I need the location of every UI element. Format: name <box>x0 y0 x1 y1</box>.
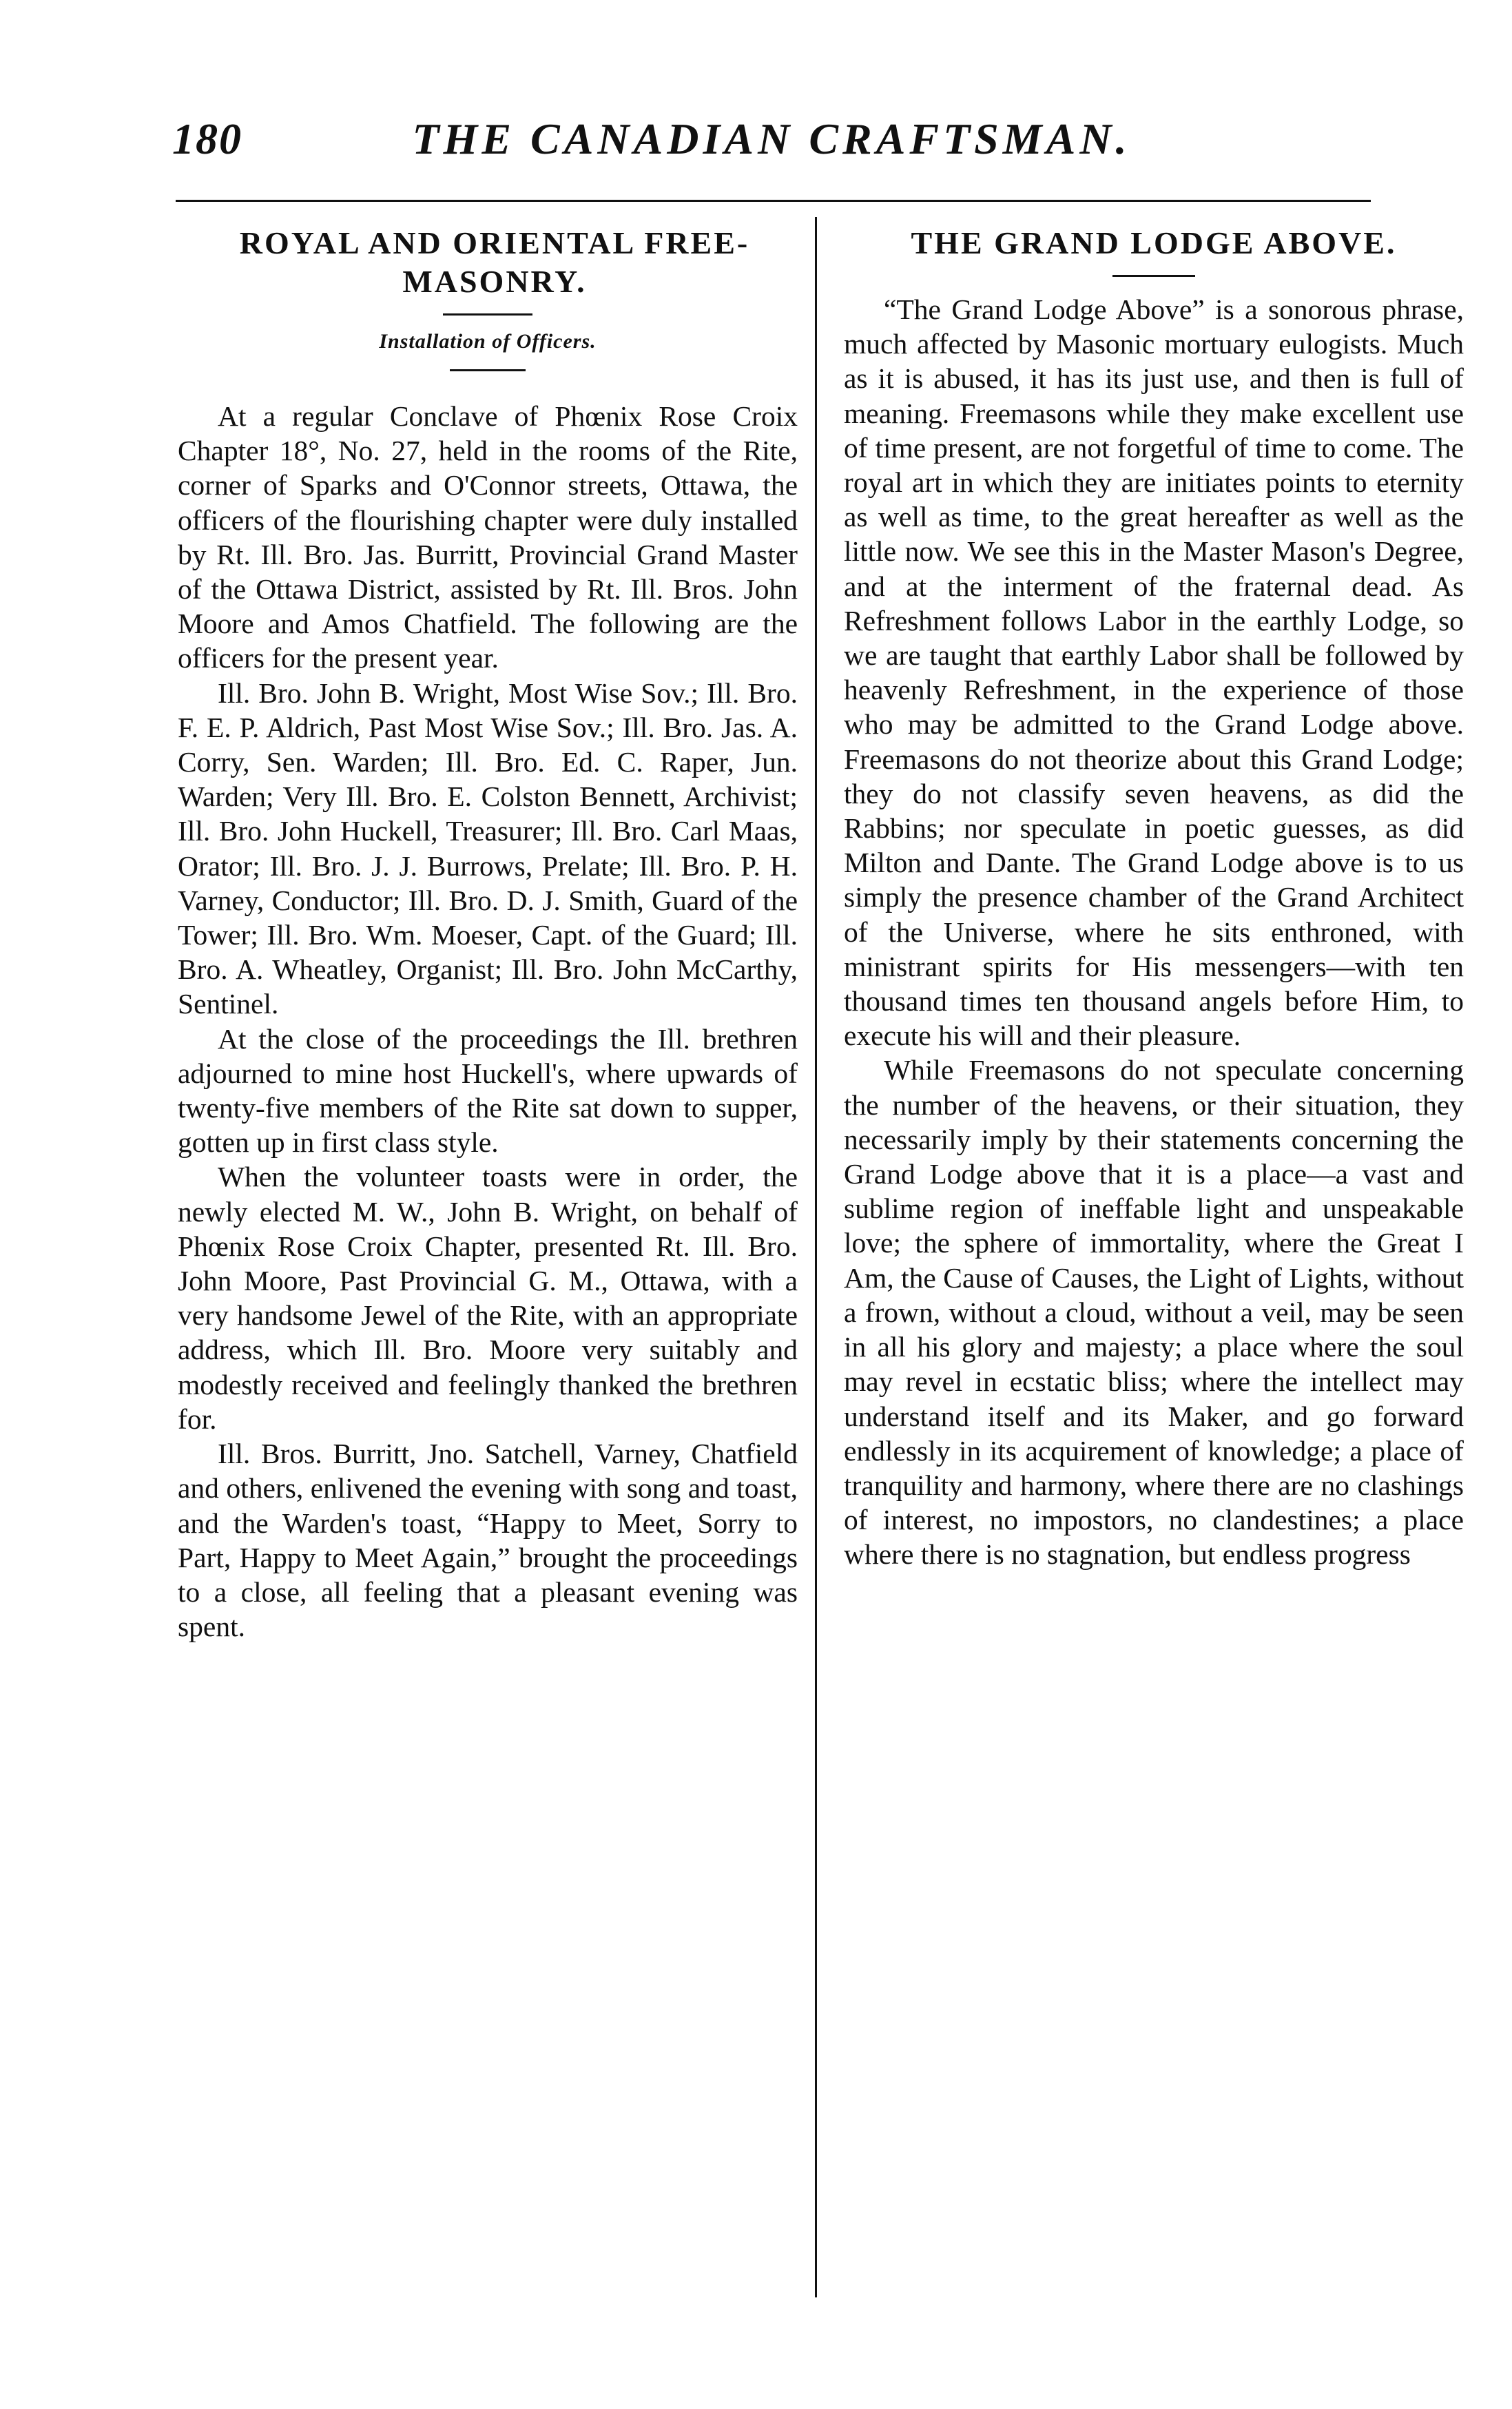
right-paragraph-2: While Freemasons do not speculate concerning the number of the heavens, or their situation, they necessarily imply by their statements concerning the Grand Lodge above that it is a place—a vast and sublime region of ineffable light and unspeakable love; the sphere of immortality, where the Great I Am, the Cause of Causes, the Light of Lights, without a frown, without a cloud, without a veil, may be seen in all his glory and majesty; a place where the soul may revel in ecstatic bliss; where the intellect may understand itself and its Maker, and go forward endlessly in its acquirement of knowledge; a place of tranquility and harmony, where there are no clashings of interest, no impostors, no clandestines; a place where there is no stagnation, but endless progress <box>844 1054 1464 1571</box>
right-article-title: THE GRAND LODGE ABOVE. <box>911 225 1397 260</box>
subheading-rule <box>450 369 526 371</box>
left-paragraph-4: When the volunteer toasts were in order, the newly elected M. W., John B. Wright, on behalf of Phœnix Rose Croix Chapter, presented Rt. Ill. Bro. John Moore, Past Provincial G. M., Ottawa, with a very handsome Jewel of the Rite, with an appropriate address, which Ill. Bro. Moore very suitably and modestly received and feelingly thanked the brethren for. <box>178 1161 798 1435</box>
left-paragraph-2: Ill. Bro. John B. Wright, Most Wise Sov.; Ill. Bro. F. E. P. Aldrich, Past Most Wise Sov.; Ill. Bro. Jas. A. Corry, Sen. Warden; Ill. Bro. Ed. C. Raper, Jun. Warden; Very Ill. Bro. E. Colston Bennett, Archivist; Ill. Bro. John Huckell, Treasurer; Ill. Bro. Carl Maas, Orator; Ill. Bro. J. J. Burrows, Prelate; Ill. Bro. P. H. Varney, Conductor; Ill. Bro. D. J. Smith, Guard of the Tower; Ill. Bro. Wm. Moeser, Capt. of the Guard; Ill. Bro. A. Wheatley, Organist; Ill. Bro. John McCarthy, Sentinel. <box>178 676 798 1020</box>
header-rule <box>176 200 1371 202</box>
right-column <box>844 224 1464 1572</box>
left-column <box>178 224 798 1644</box>
right-paragraph-1: “The Grand Lodge Above” is a sonorous phrase, much affected by Masonic mortuary eulogists. Much as it is abused, it has its just use, and then is full of meaning. Freemasons while they make excellent use of time present, are not forgetful of time to come. The royal art in which they are initiates points to eternity as well as time, to the great hereafter as well as the little now. We see this in the Master Mason's Degree, and at the interment of the fraternal dead. As Refreshment follows Labor in the earthly Lodge, so we are taught that earthly Labor shall be followed by heavenly Refreshment, in the experience of those who may be admitted to the Grand Lodge above. Freemasons do not theorize about this Grand Lodge; they do not classify seven heavens, as did the Rabbins; nor speculate in poetic guesses, as did Milton and Dante. The Grand Lodge above is to us simply the presence chamber of the Grand Architect of the Universe, where he sits enthroned, with ministrant spirits for His messengers—with ten thousand times ten thousand angels before Him, to execute his will and their pleasure. <box>844 293 1464 1052</box>
page-number: 180 <box>172 114 242 163</box>
left-article-subheading: Installation of Officers. <box>379 330 597 353</box>
left-paragraph-1: At a regular Conclave of Phœnix Rose Croix Chapter 18°, No. 27, held in the rooms of the Rite, corner of Sparks and O'Connor streets, Ottawa, the officers of the flourishing chapter were duly installed by Rt. Ill. Bro. Jas. Burritt, Provincial Grand Master of the Ottawa District, assisted by Rt. Ill. Bros. John Moore and Amos Chatfield. The following are the officers for the present year. <box>178 400 798 674</box>
running-head <box>172 114 1371 176</box>
column-divider <box>815 217 817 2297</box>
left-paragraph-3: At the close of the proceedings the Ill. brethren adjourned to mine host Huckell's, where upwards of twenty-five members of the Rite sat down to supper, gotten up in first class style. <box>178 1022 798 1159</box>
left-article-title: ROYAL AND ORIENTAL FREE-MASONRY. <box>239 225 750 299</box>
title-rule <box>443 313 532 316</box>
title-rule <box>1112 275 1195 277</box>
left-paragraph-5: Ill. Bros. Burritt, Jno. Satchell, Varney, Chatfield and others, enlivened the evening with song and toast, and the Warden's toast, “Happy to Meet, Sorry to Part, Happy to Meet Again,” brought the proceedings to a close, all feeling that a pleasant evening was spent. <box>178 1438 798 1643</box>
journal-title: THE CANADIAN CRAFTSMAN. <box>412 114 1131 163</box>
